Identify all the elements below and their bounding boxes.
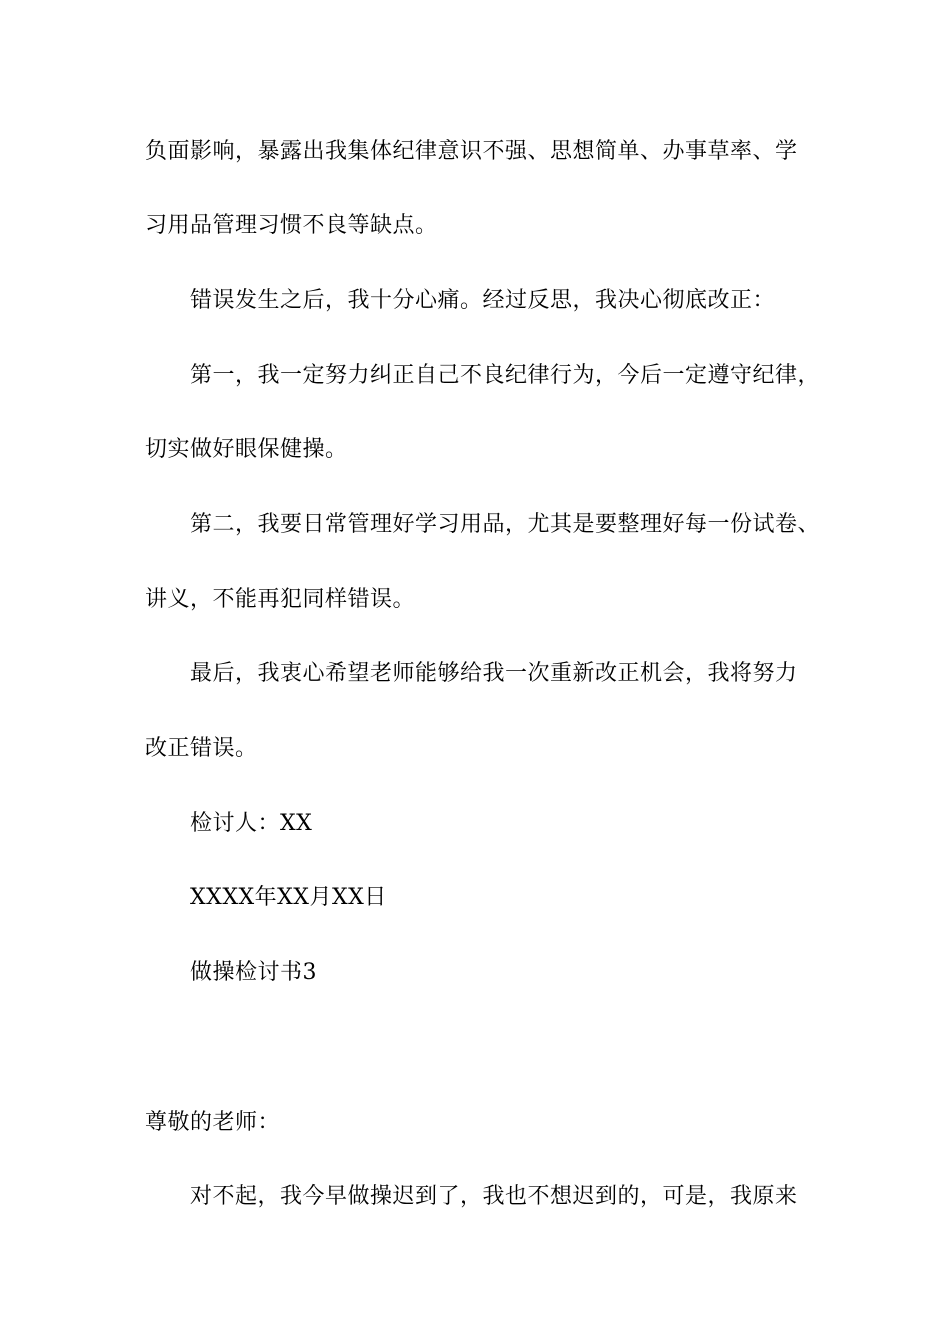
paragraph-line: 对不起，我今早做操迟到了，我也不想迟到的，可是，我原来 <box>190 1184 798 1209</box>
paragraph-line: 第二，我要日常管理好学习用品，尤其是要整理好每一份试卷、 <box>190 512 821 537</box>
paragraph-line: 习用品管理习惯不良等缺点。 <box>145 213 438 238</box>
paragraph-line: 负面影响，暴露出我集体纪律意识不强、思想简单、办事草率、学 <box>145 139 798 164</box>
salutation-line: 尊敬的老师： <box>145 1110 281 1135</box>
signature-line: 检讨人：XX <box>190 811 313 836</box>
section-title: 做操检讨书3 <box>190 960 317 985</box>
date-line: XXXX年XX月XX日 <box>190 885 387 910</box>
paragraph-line: 改正错误。 <box>145 736 258 761</box>
paragraph-line: 讲义，不能再犯同样错误。 <box>145 587 416 612</box>
paragraph-line: 错误发生之后，我十分心痛。经过反思，我决心彻底改正： <box>190 288 776 313</box>
paragraph-line: 最后，我衷心希望老师能够给我一次重新改正机会，我将努力 <box>190 661 798 686</box>
paragraph-line: 第一，我一定努力纠正自己不良纪律行为，今后一定遵守纪律， <box>190 363 821 388</box>
paragraph-line: 切实做好眼保健操。 <box>145 437 348 462</box>
